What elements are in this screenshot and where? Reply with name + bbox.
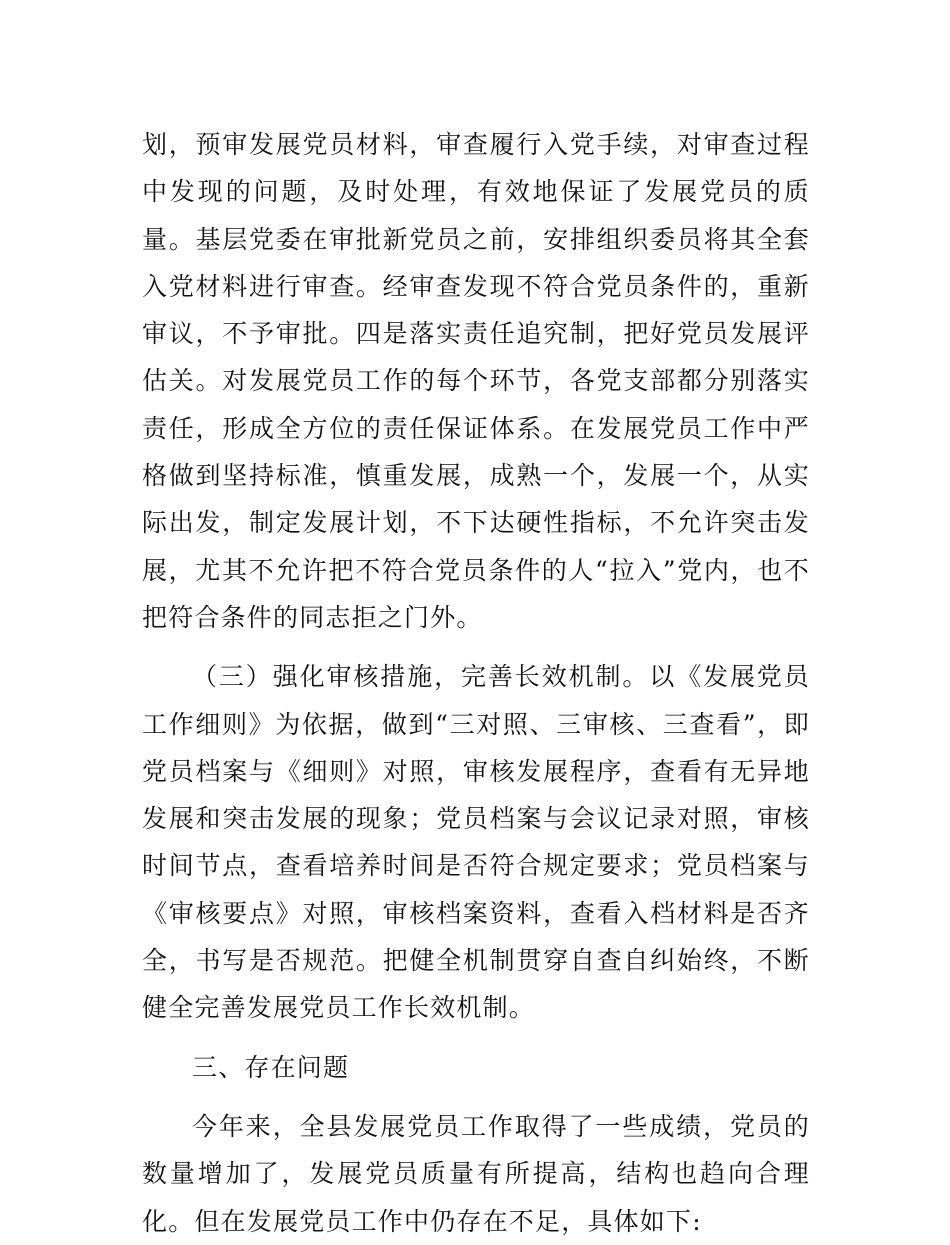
document-body [142, 121, 810, 1245]
section-heading-problems: 三、存在问题 [192, 1052, 350, 1082]
paragraph-problems-intro: 今年来，全县发展党员工作取得了一些成绩，党员的数量增加了，发展党员质量有所提高，结构也趋向合理化。但在发展党员工作中仍存在不足，具体如下: [142, 1111, 810, 1236]
paragraph-section-three: （三）强化审核措施，完善长效机制。以《发展党员工作细则》为依据，做到“三对照、三审核、三查看”，即党员档案与《细则》对照，审核发展程序，查看有无异地发展和突击发展的现象；党员档案与会议记录对照，审核时间节点，查看培养时间是否符合规定要求；党员档案与《审核要点》对照，审核档案资料，查看入档材料是否齐全，书写是否规范。把健全机制贯穿自查自纠始终，不断健全完善发展党员工作长效机制。 [142, 662, 810, 1023]
paragraph-continued: 划，预审发展党员材料，审查履行入党手续，对审查过程中发现的问题，及时处理，有效地保证了发展党员的质量。基层党委在审批新党员之前，安排组织委员将其全套入党材料进行审查。经审查发现不符合党员条件的，重新审议，不予审批。四是落实责任追究制，把好党员发展评估关。对发展党员工作的每个环节，各党支部都分别落实责任，形成全方位的责任保证体系。在发展党员工作中严格做到坚持标准，慎重发展，成熟一个，发展一个，从实际出发，制定发展计划，不下达硬性指标，不允许突击发展，尤其不允许把不符合党员条件的人“拉入”党内，也不把符合条件的同志拒之门外。 [142, 130, 810, 632]
